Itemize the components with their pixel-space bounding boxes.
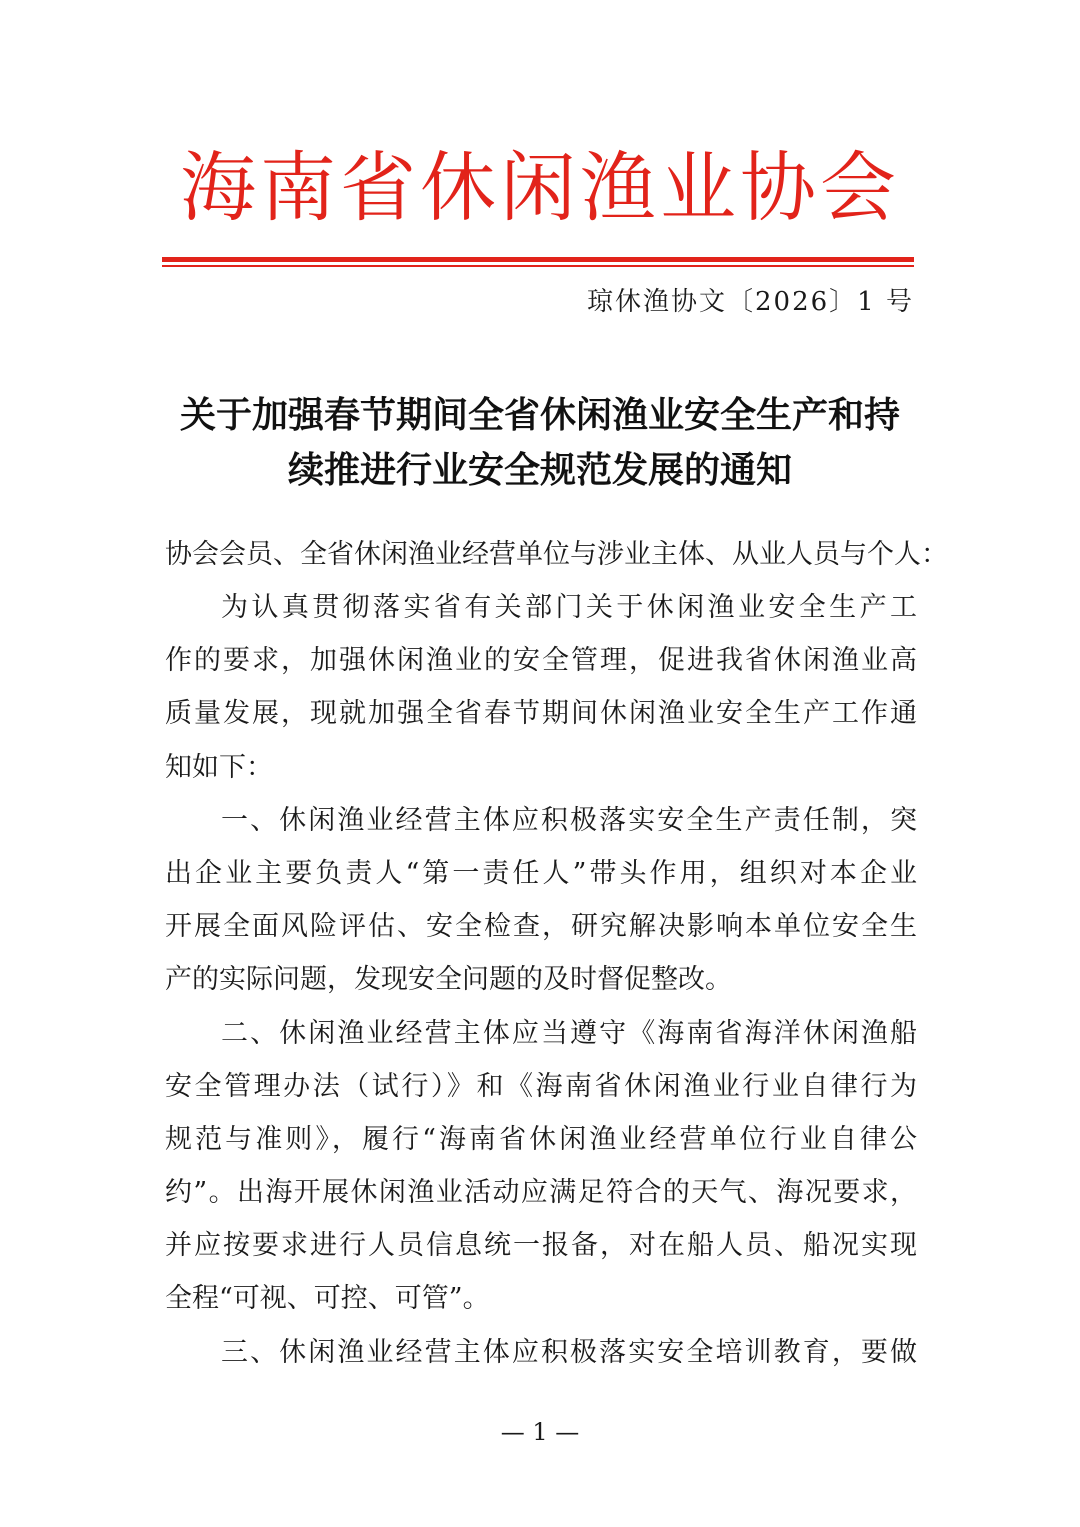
paragraph-line: 一、休闲渔业经营主体应积极落实安全生产责任制，突 [221,804,917,836]
document-title [150,388,930,498]
paragraph-line: 出企业主要负责人“第一责任人”带头作用，组织对本企业 [165,857,917,889]
letterhead-red-rule-thin [162,265,914,267]
paragraph-line: 质量发展，现就加强全省春节期间休闲渔业安全生产工作通 [165,698,917,730]
organization-letterhead: 海南省休闲渔业协会 [180,143,900,232]
paragraph-line: 安全管理办法（试行）》和《海南省休闲渔业行业自律行为 [165,1070,917,1102]
page-number: — 1 — [500,1418,580,1446]
paragraph-line: 三、休闲渔业经营主体应积极落实安全培训教育，要做 [221,1336,917,1368]
paragraph-line: 并应按要求进行人员信息统一报备，对在船人员、船况实现 [165,1230,917,1262]
paragraph-line: 全程“可视、可控、可管”。 [165,1283,490,1315]
document-body [165,581,917,1379]
document-number: 琼休渔协文〔2026〕1 号 [587,287,914,317]
paragraph-line: 二、休闲渔业经营主体应当遵守《海南省海洋休闲渔船 [221,1017,917,1049]
salutation: 协会会员、全省休闲渔业经营单位与涉业主体、从业人员与个人： [165,539,948,570]
document-title-line: 关于加强春节期间全省休闲渔业安全生产和持 [179,395,900,436]
document-title-line: 续推进行业安全规范发展的通知 [287,450,792,491]
paragraph-line: 约”。出海开展休闲渔业活动应满足符合的天气、海况要求， [165,1177,917,1209]
letterhead-red-rule [162,257,914,262]
paragraph-line: 规范与准则》，履行“海南省休闲渔业经营单位行业自律公 [165,1123,917,1155]
paragraph-line: 为认真贯彻落实省有关部门关于休闲渔业安全生产工 [221,592,917,623]
paragraph-line: 开展全面风险评估、安全检查，研究解决影响本单位安全生 [165,911,917,943]
paragraph-line: 知如下： [165,751,273,783]
paragraph-line: 作的要求，加强休闲渔业的安全管理，促进我省休闲渔业高 [165,645,917,677]
paragraph-line: 产的实际问题，发现安全问题的及时督促整改。 [165,964,732,996]
